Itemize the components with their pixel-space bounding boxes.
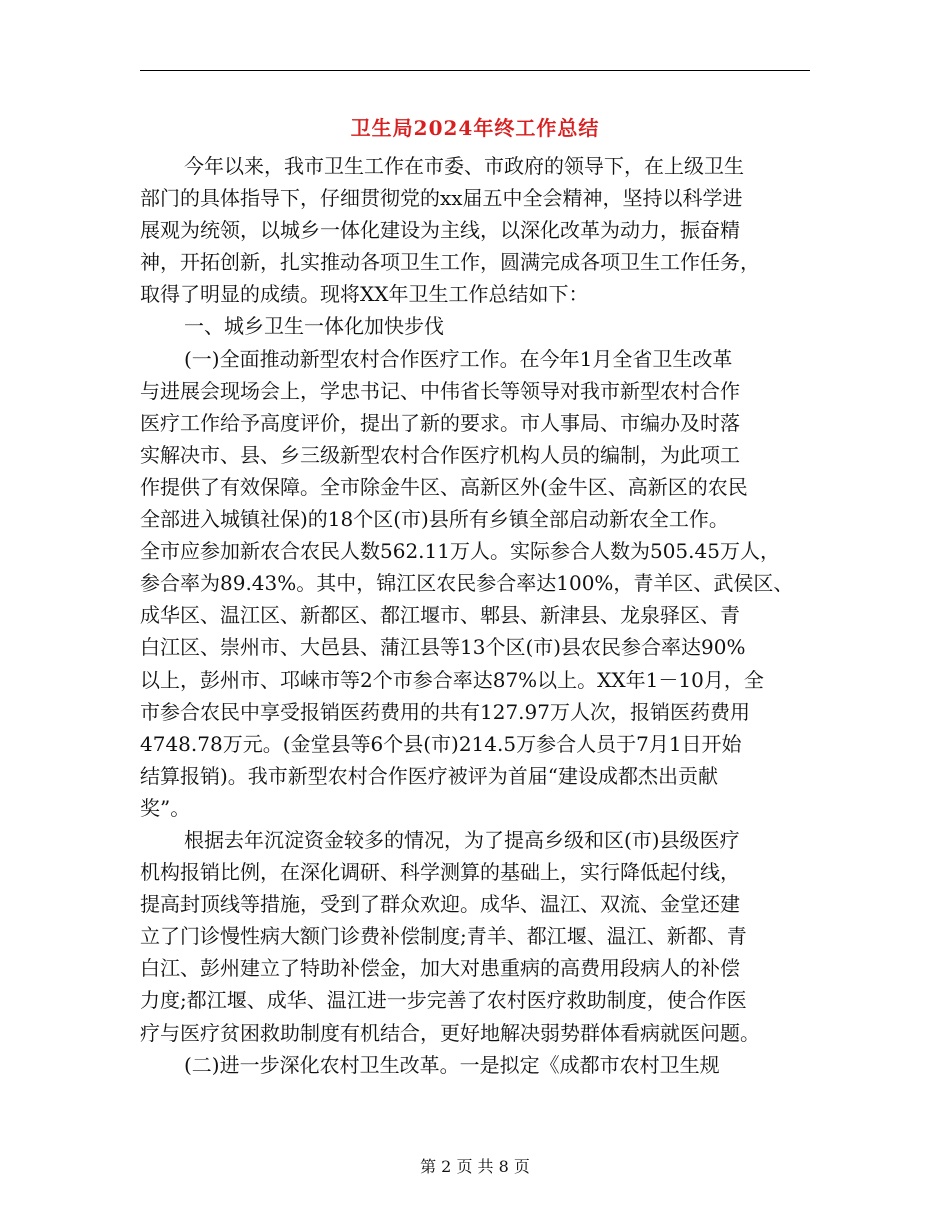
paragraph-line: 疗与医疗贫困救助制度有机结合，更好地解决弱势群体看病就医问题。	[140, 1020, 760, 1045]
paragraph-line: 白江、彭州建立了特助补偿金，加大对患重病的高费用段病人的补偿	[140, 956, 740, 981]
paragraph-line: 结算报销)。我市新型农村合作医疗被评为首届“建设成都杰出贡献	[140, 763, 719, 788]
paragraph-line: 立了门诊慢性病大额门诊费补偿制度;青羊、都江堰、温江、新都、青	[140, 924, 747, 949]
paragraph-line: 4748.78万元。(金堂县等6个县(市)214.5万参合人员于7月1日开始	[140, 731, 742, 756]
paragraph-line: 机构报销比例，在深化调研、科学测算的基础上，实行降低起付线，	[140, 860, 740, 885]
paragraph-line: 今年以来，我市卫生工作在市委、市政府的领导下，在上级卫生	[184, 154, 744, 178]
paragraph-line: 成华区、温江区、新都区、都江堰市、郫县、新津县、龙泉驿区、青	[140, 603, 740, 628]
paragraph-line: 与进展会现场会上，学忠书记、中伟省长等领导对我市新型农村合作	[140, 378, 740, 403]
paragraph-line: 市参合农民中享受报销医药费用的共有127.97万人次，报销医药费用	[140, 699, 750, 724]
paragraph-line: 实解决市、县、乡三级新型农村合作医疗机构人员的编制，为此项工	[140, 442, 740, 467]
document-body	[140, 150, 830, 1081]
paragraph-line: 作提供了有效保障。全市除金牛区、高新区外(金牛区、高新区的农民	[140, 474, 748, 499]
paragraph-line: 全市应参加新农合农民人数562.11万人。实际参合人数为505.45万人，	[140, 539, 780, 564]
page-footer: 第 2 页 共 8 页	[420, 1157, 530, 1176]
paragraph-line: 取得了明显的成绩。现将XX年卫生工作总结如下：	[140, 282, 589, 307]
paragraph-line: (一)全面推动新型农村合作医疗工作。在今年1月全省卫生改革	[184, 346, 733, 371]
paragraph-line: 力度;都江堰、成华、温江进一步完善了农村医疗救助制度，使合作医	[140, 988, 747, 1013]
paragraph-line: 根据去年沉淀资金较多的情况，为了提高乡级和区(市)县级医疗	[184, 827, 740, 852]
paragraph-line: (二)进一步深化农村卫生改革。一是拟定《成都市农村卫生规	[184, 1052, 720, 1077]
paragraph-line: 提高封顶线等措施，受到了群众欢迎。成华、温江、双流、金堂还建	[140, 892, 740, 917]
paragraph-line: 白江区、崇州市、大邑县、蒲江县等13个区(市)县农民参合率达90%	[140, 635, 746, 660]
paragraph-line: 部门的具体指导下，仔细贯彻党的xx届五中全会精神，坚持以科学进	[140, 186, 743, 211]
paragraph-line: 神，开拓创新，扎实推动各项卫生工作，圆满完成各项卫生工作任务，	[140, 250, 760, 275]
paragraph-line: 医疗工作给予高度评价，提出了新的要求。市人事局、市编办及时落	[140, 410, 740, 435]
paragraph-line: 展观为统领，以城乡一体化建设为主线，以深化改革为动力，振奋精	[140, 218, 740, 243]
section-heading: 一、城乡卫生一体化加快步伐	[184, 314, 444, 339]
document-title: 卫生局2024年终工作总结	[350, 116, 600, 140]
paragraph-line: 全部进入城镇社保)的18个区(市)县所有乡镇全部启动新农全工作。	[140, 507, 729, 532]
header-rule	[140, 70, 810, 71]
paragraph-line: 以上，彭州市、邛崃市等2个市参合率达87%以上。XX年1－10月，全	[140, 667, 764, 692]
paragraph-line: 奖”。	[140, 795, 191, 820]
paragraph-line: 参合率为89.43%。其中，锦江区农民参合率达100%，青羊区、武侯区、	[140, 571, 794, 596]
